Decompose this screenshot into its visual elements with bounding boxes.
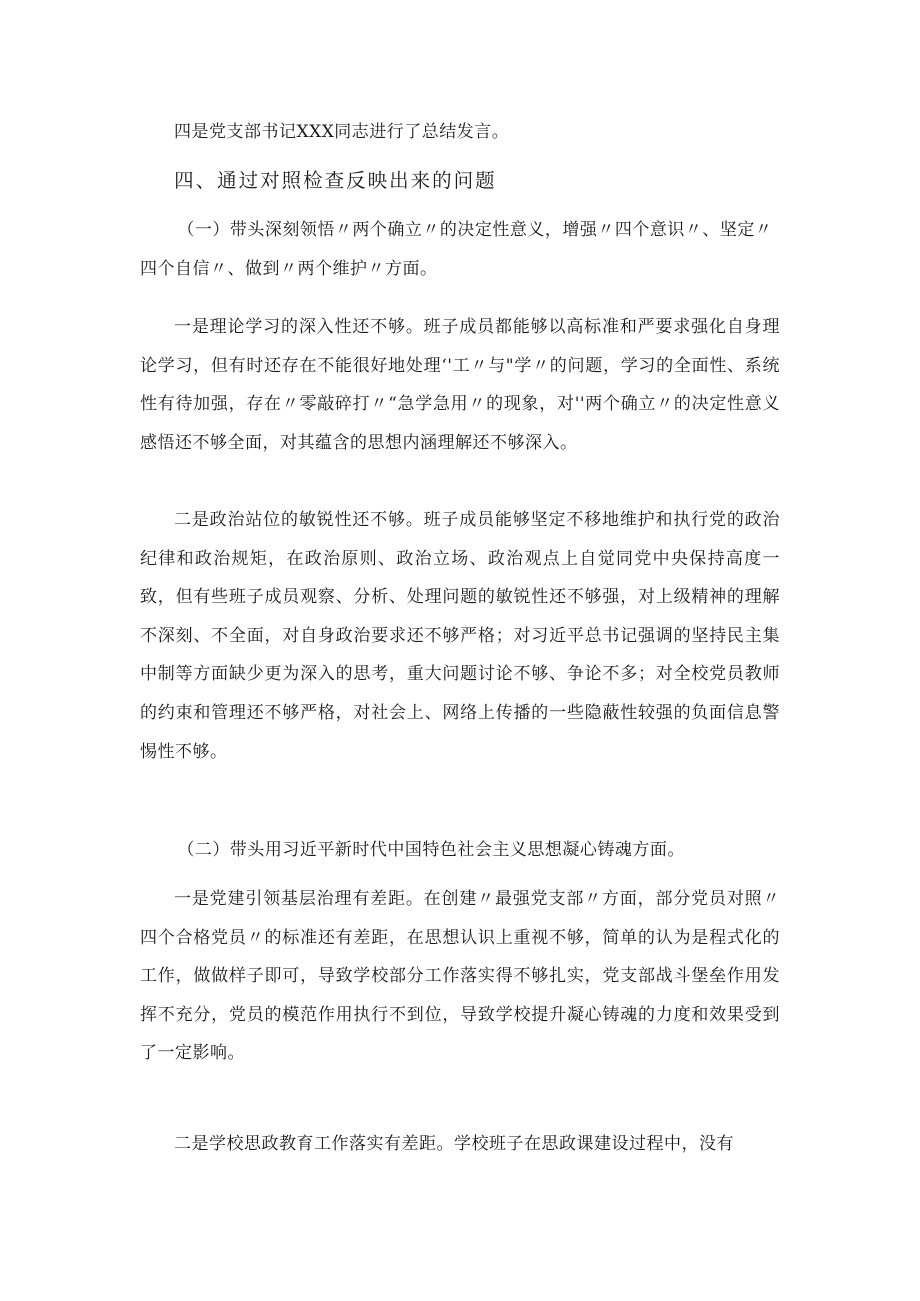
section-heading-problems: 四、通过对照检查反映出来的问题 [174, 169, 497, 192]
paragraph-political-stance: 二是政治站位的敏锐性还不够。班子成员能够坚定不移地维护和执行党的政治纪律和政治规矩，在政治原则、政治立场、政治观点上自觉同党中央保持高度一致，但有些班子成员观察、分析、处理问题的敏锐性还不够强，对上级精神的理解不深刻、不全面，对自身政治要求还不够严格；对习近平总书记强调的坚持民主集中制等方面缺少更为深入的思考，重大问题讨论不够、争论不多；对全校党员教师的约束和管理还不够严格，对社会上、网络上传播的一些隐蔽性较强的负面信息警惕性不够。 [140, 510, 780, 762]
subsection-heading-1: （一）带头深刻领悟〃两个确立〃的决定性意义，增强〃四个意识〃、坚定〃四个自信〃、做到〃两个维护〃方面。 [140, 220, 773, 279]
paragraph-summary-speech: 四是党支部书记XXX同志进行了总结发言。 [174, 122, 510, 142]
subsection-heading-2: （二）带头用习近平新时代中国特色社会主义思想凝心铸魂方面。 [177, 840, 685, 860]
paragraph-ideological-education: 二是学校思政教育工作落实有差距。学校班子在思政课建设过程中，没有 [174, 1134, 734, 1154]
paragraph-party-building: 一是党建引领基层治理有差距。在创建〃最强党支部〃方面，部分党员对照〃四个合格党员〃的标准还有差距，在思想认识上重视不够，简单的认为是程式化的工作，做做样子即可，导致学校部分工作落实得不够扎实，党支部战斗堡垒作用发挥不充分，党员的模范作用执行不到位，导致学校提升凝心铸魂的力度和效果受到了一定影响。 [140, 889, 780, 1064]
paragraph-theory-study: 一是理论学习的深入性还不够。班子成员都能够以高标准和严要求强化自身理论学习，但有时还存在不能很好地处理‘'工〃与"学〃的问题，学习的全面性、系统性有待加强，存在〃零敲碎打〃“急学急用〃的现象，对''两个确立〃的决定性意义感悟还不够全面，对其蕴含的思想内涵理解还不够深入。 [140, 317, 780, 453]
